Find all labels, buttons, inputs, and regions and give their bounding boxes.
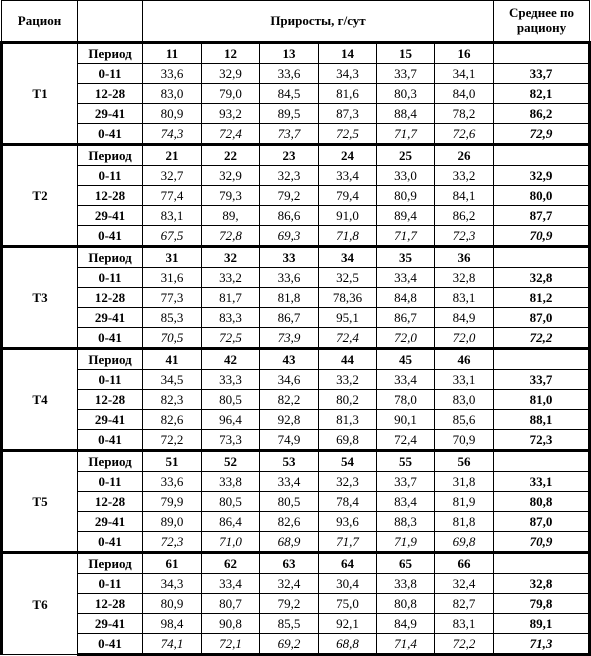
value-cell: 80,5 <box>202 390 260 410</box>
ration-label: Т6 <box>2 553 78 655</box>
value-cell: 33,4 <box>377 370 435 390</box>
value-cell: 80,5 <box>260 492 319 512</box>
value-cell: 32,9 <box>202 166 260 186</box>
ration-label: Т5 <box>2 451 78 553</box>
value-cell: 72,0 <box>435 328 494 349</box>
ration-label: Т2 <box>2 145 78 247</box>
value-cell: 80,2 <box>319 390 377 410</box>
value-cell: 34,6 <box>260 370 319 390</box>
value-cell: 80,5 <box>202 492 260 512</box>
value-cell: 90,1 <box>377 410 435 430</box>
group-header-row <box>2 349 590 370</box>
value-cell: 71,0 <box>202 532 260 553</box>
value-cell: 89,5 <box>260 104 319 124</box>
mean-empty <box>494 43 590 64</box>
sample-id: 26 <box>435 145 494 166</box>
sample-id: 54 <box>319 451 377 472</box>
mean-cell: 72,2 <box>494 328 590 349</box>
sample-id: 16 <box>435 43 494 64</box>
value-cell: 34,1 <box>435 64 494 84</box>
value-cell: 33,2 <box>319 370 377 390</box>
period-cell: 12-28 <box>78 288 143 308</box>
period-cell: 0-41 <box>78 532 143 553</box>
value-cell: 93,2 <box>202 104 260 124</box>
mean-cell: 32,8 <box>494 268 590 288</box>
value-cell: 73,3 <box>202 430 260 451</box>
value-cell: 68,9 <box>260 532 319 553</box>
value-cell: 79,2 <box>260 186 319 206</box>
table-row <box>2 430 590 451</box>
mean-cell: 70,9 <box>494 532 590 553</box>
value-cell: 68,8 <box>319 634 377 655</box>
value-cell: 33,6 <box>143 64 202 84</box>
mean-cell: 72,3 <box>494 430 590 451</box>
table-row <box>2 206 590 226</box>
value-cell: 31,8 <box>435 472 494 492</box>
sample-id: 64 <box>319 553 377 574</box>
value-cell: 72,4 <box>377 430 435 451</box>
sample-id: 12 <box>202 43 260 64</box>
mean-cell: 33,7 <box>494 370 590 390</box>
value-cell: 78,36 <box>319 288 377 308</box>
sample-id: 45 <box>377 349 435 370</box>
sample-id: 52 <box>202 451 260 472</box>
sample-id: 36 <box>435 247 494 268</box>
group-header-row <box>2 247 590 268</box>
mean-cell: 86,2 <box>494 104 590 124</box>
value-cell: 33,7 <box>377 472 435 492</box>
group-header-row <box>2 43 590 64</box>
period-cell: 29-41 <box>78 104 143 124</box>
value-cell: 90,8 <box>202 614 260 634</box>
table-row <box>2 512 590 532</box>
table-row <box>2 268 590 288</box>
value-cell: 81,6 <box>319 84 377 104</box>
value-cell: 34,3 <box>143 574 202 594</box>
header-mean: Среднее по рациону <box>494 1 590 43</box>
value-cell: 32,4 <box>435 574 494 594</box>
period-label: Период <box>78 349 143 370</box>
value-cell: 84,9 <box>377 614 435 634</box>
value-cell: 79,0 <box>202 84 260 104</box>
mean-cell: 32,8 <box>494 574 590 594</box>
sample-id: 25 <box>377 145 435 166</box>
value-cell: 73,7 <box>260 124 319 145</box>
table-row <box>2 634 590 655</box>
sample-id: 61 <box>143 553 202 574</box>
mean-cell: 89,1 <box>494 614 590 634</box>
group-header-row <box>2 145 590 166</box>
mean-cell: 88,1 <box>494 410 590 430</box>
value-cell: 86,6 <box>260 206 319 226</box>
mean-cell: 81,2 <box>494 288 590 308</box>
table-row <box>2 84 590 104</box>
value-cell: 82,6 <box>260 512 319 532</box>
value-cell: 84,9 <box>435 308 494 328</box>
period-cell: 0-41 <box>78 124 143 145</box>
table-row <box>2 390 590 410</box>
sample-id: 35 <box>377 247 435 268</box>
value-cell: 82,3 <box>143 390 202 410</box>
value-cell: 79,3 <box>202 186 260 206</box>
mean-cell: 32,9 <box>494 166 590 186</box>
value-cell: 92,8 <box>260 410 319 430</box>
value-cell: 84,0 <box>435 84 494 104</box>
value-cell: 33,6 <box>143 472 202 492</box>
value-cell: 33,3 <box>202 370 260 390</box>
sample-id: 44 <box>319 349 377 370</box>
group-header-row <box>2 451 590 472</box>
value-cell: 32,8 <box>435 268 494 288</box>
period-cell: 0-41 <box>78 430 143 451</box>
value-cell: 33,2 <box>202 268 260 288</box>
mean-cell: 79,8 <box>494 594 590 614</box>
value-cell: 83,3 <box>202 308 260 328</box>
value-cell: 72,5 <box>202 328 260 349</box>
value-cell: 72,8 <box>202 226 260 247</box>
table-row <box>2 472 590 492</box>
value-cell: 83,1 <box>435 288 494 308</box>
sample-id: 51 <box>143 451 202 472</box>
table-row <box>2 124 590 145</box>
value-cell: 83,0 <box>143 84 202 104</box>
value-cell: 81,7 <box>202 288 260 308</box>
period-cell: 12-28 <box>78 390 143 410</box>
value-cell: 73,9 <box>260 328 319 349</box>
value-cell: 72,3 <box>143 532 202 553</box>
value-cell: 72,6 <box>435 124 494 145</box>
period-cell: 0-11 <box>78 268 143 288</box>
sample-id: 15 <box>377 43 435 64</box>
value-cell: 72,4 <box>319 328 377 349</box>
value-cell: 33,4 <box>377 268 435 288</box>
value-cell: 33,6 <box>260 64 319 84</box>
mean-cell: 33,7 <box>494 64 590 84</box>
value-cell: 83,0 <box>435 390 494 410</box>
value-cell: 33,2 <box>435 166 494 186</box>
value-cell: 72,3 <box>435 226 494 247</box>
period-cell: 0-41 <box>78 328 143 349</box>
table-row <box>2 288 590 308</box>
value-cell: 33,4 <box>319 166 377 186</box>
sample-id: 62 <box>202 553 260 574</box>
value-cell: 30,4 <box>319 574 377 594</box>
table-row <box>2 492 590 512</box>
mean-cell: 87,7 <box>494 206 590 226</box>
value-cell: 69,8 <box>435 532 494 553</box>
group-header-row <box>2 553 590 574</box>
sample-id: 41 <box>143 349 202 370</box>
value-cell: 33,7 <box>377 64 435 84</box>
sample-id: 13 <box>260 43 319 64</box>
value-cell: 81,3 <box>319 410 377 430</box>
value-cell: 32,3 <box>260 166 319 186</box>
period-cell: 12-28 <box>78 186 143 206</box>
value-cell: 33,1 <box>435 370 494 390</box>
value-cell: 32,7 <box>143 166 202 186</box>
value-cell: 82,6 <box>143 410 202 430</box>
value-cell: 69,8 <box>319 430 377 451</box>
value-cell: 84,5 <box>260 84 319 104</box>
sample-id: 31 <box>143 247 202 268</box>
value-cell: 78,4 <box>319 492 377 512</box>
sample-id: 23 <box>260 145 319 166</box>
period-cell: 0-11 <box>78 574 143 594</box>
value-cell: 81,9 <box>435 492 494 512</box>
period-label: Период <box>78 247 143 268</box>
value-cell: 85,5 <box>260 614 319 634</box>
value-cell: 88,3 <box>377 512 435 532</box>
value-cell: 69,3 <box>260 226 319 247</box>
sample-id: 42 <box>202 349 260 370</box>
value-cell: 86,2 <box>435 206 494 226</box>
value-cell: 77,3 <box>143 288 202 308</box>
mean-cell: 82,1 <box>494 84 590 104</box>
table-row <box>2 574 590 594</box>
mean-empty <box>494 145 590 166</box>
table-row <box>2 308 590 328</box>
sample-id: 21 <box>143 145 202 166</box>
mean-cell: 87,0 <box>494 308 590 328</box>
mean-cell: 33,1 <box>494 472 590 492</box>
value-cell: 85,6 <box>435 410 494 430</box>
value-cell: 80,9 <box>143 594 202 614</box>
mean-empty <box>494 451 590 472</box>
value-cell: 72,5 <box>319 124 377 145</box>
ration-label: Т4 <box>2 349 78 451</box>
value-cell: 72,0 <box>377 328 435 349</box>
sample-id: 11 <box>143 43 202 64</box>
value-cell: 79,2 <box>260 594 319 614</box>
value-cell: 33,4 <box>202 574 260 594</box>
sample-id: 56 <box>435 451 494 472</box>
sample-id: 32 <box>202 247 260 268</box>
table-row <box>2 614 590 634</box>
period-cell: 0-11 <box>78 64 143 84</box>
sample-id: 46 <box>435 349 494 370</box>
value-cell: 95,1 <box>319 308 377 328</box>
period-cell: 0-11 <box>78 166 143 186</box>
period-label: Период <box>78 553 143 574</box>
value-cell: 80,9 <box>377 186 435 206</box>
value-cell: 33,8 <box>202 472 260 492</box>
value-cell: 69,2 <box>260 634 319 655</box>
header-row <box>2 1 590 43</box>
value-cell: 86,7 <box>377 308 435 328</box>
value-cell: 79,4 <box>319 186 377 206</box>
value-cell: 82,2 <box>260 390 319 410</box>
value-cell: 70,5 <box>143 328 202 349</box>
value-cell: 78,0 <box>377 390 435 410</box>
value-cell: 72,2 <box>435 634 494 655</box>
mean-cell: 70,9 <box>494 226 590 247</box>
value-cell: 72,1 <box>202 634 260 655</box>
value-cell: 71,9 <box>377 532 435 553</box>
value-cell: 34,3 <box>319 64 377 84</box>
table-row <box>2 328 590 349</box>
sample-id: 33 <box>260 247 319 268</box>
mean-empty <box>494 553 590 574</box>
period-cell: 0-41 <box>78 634 143 655</box>
sample-id: 63 <box>260 553 319 574</box>
period-label: Период <box>78 145 143 166</box>
value-cell: 72,2 <box>143 430 202 451</box>
value-cell: 71,7 <box>377 124 435 145</box>
period-cell: 12-28 <box>78 492 143 512</box>
value-cell: 67,5 <box>143 226 202 247</box>
value-cell: 84,1 <box>435 186 494 206</box>
header-ration: Рацион <box>2 1 78 43</box>
value-cell: 32,9 <box>202 64 260 84</box>
value-cell: 85,3 <box>143 308 202 328</box>
period-label: Период <box>78 43 143 64</box>
period-cell: 29-41 <box>78 410 143 430</box>
mean-empty <box>494 349 590 370</box>
period-cell: 12-28 <box>78 84 143 104</box>
value-cell: 91,0 <box>319 206 377 226</box>
value-cell: 33,0 <box>377 166 435 186</box>
value-cell: 81,8 <box>260 288 319 308</box>
value-cell: 33,4 <box>260 472 319 492</box>
sample-id: 55 <box>377 451 435 472</box>
period-cell: 0-11 <box>78 370 143 390</box>
mean-cell: 80,8 <box>494 492 590 512</box>
value-cell: 80,3 <box>377 84 435 104</box>
table-row <box>2 226 590 247</box>
value-cell: 79,9 <box>143 492 202 512</box>
period-cell: 29-41 <box>78 308 143 328</box>
sample-id: 34 <box>319 247 377 268</box>
table-row <box>2 410 590 430</box>
value-cell: 96,4 <box>202 410 260 430</box>
value-cell: 71,4 <box>377 634 435 655</box>
value-cell: 89, <box>202 206 260 226</box>
value-cell: 83,1 <box>143 206 202 226</box>
value-cell: 83,4 <box>377 492 435 512</box>
table-row <box>2 64 590 84</box>
header-growth: Приросты, г/сут <box>143 1 494 43</box>
value-cell: 80,8 <box>377 594 435 614</box>
mean-cell: 80,0 <box>494 186 590 206</box>
value-cell: 84,8 <box>377 288 435 308</box>
table-row <box>2 594 590 614</box>
sample-id: 65 <box>377 553 435 574</box>
sample-id: 53 <box>260 451 319 472</box>
value-cell: 87,3 <box>319 104 377 124</box>
value-cell: 92,1 <box>319 614 377 634</box>
ration-label: Т3 <box>2 247 78 349</box>
period-cell: 0-41 <box>78 226 143 247</box>
table-row <box>2 532 590 553</box>
sample-id: 14 <box>319 43 377 64</box>
period-cell: 29-41 <box>78 512 143 532</box>
value-cell: 83,1 <box>435 614 494 634</box>
sample-id: 22 <box>202 145 260 166</box>
table-row <box>2 104 590 124</box>
sample-id: 43 <box>260 349 319 370</box>
value-cell: 93,6 <box>319 512 377 532</box>
mean-cell: 72,9 <box>494 124 590 145</box>
value-cell: 32,5 <box>319 268 377 288</box>
table-row <box>2 370 590 390</box>
mean-empty <box>494 247 590 268</box>
value-cell: 74,9 <box>260 430 319 451</box>
mean-cell: 81,0 <box>494 390 590 410</box>
value-cell: 31,6 <box>143 268 202 288</box>
value-cell: 71,7 <box>319 532 377 553</box>
value-cell: 78,2 <box>435 104 494 124</box>
header-empty <box>78 1 143 43</box>
value-cell: 77,4 <box>143 186 202 206</box>
ration-label: Т1 <box>2 43 78 145</box>
value-cell: 86,7 <box>260 308 319 328</box>
sample-id: 66 <box>435 553 494 574</box>
value-cell: 80,9 <box>143 104 202 124</box>
table-row <box>2 186 590 206</box>
period-cell: 12-28 <box>78 594 143 614</box>
mean-cell: 87,0 <box>494 512 590 532</box>
table-row <box>2 166 590 186</box>
value-cell: 82,7 <box>435 594 494 614</box>
value-cell: 33,6 <box>260 268 319 288</box>
value-cell: 70,9 <box>435 430 494 451</box>
value-cell: 81,8 <box>435 512 494 532</box>
value-cell: 88,4 <box>377 104 435 124</box>
value-cell: 32,3 <box>319 472 377 492</box>
value-cell: 86,4 <box>202 512 260 532</box>
value-cell: 72,4 <box>202 124 260 145</box>
value-cell: 71,7 <box>377 226 435 247</box>
value-cell: 89,4 <box>377 206 435 226</box>
period-label: Период <box>78 451 143 472</box>
value-cell: 74,1 <box>143 634 202 655</box>
value-cell: 32,4 <box>260 574 319 594</box>
value-cell: 71,8 <box>319 226 377 247</box>
mean-cell: 71,3 <box>494 634 590 655</box>
value-cell: 89,0 <box>143 512 202 532</box>
sample-id: 24 <box>319 145 377 166</box>
value-cell: 80,7 <box>202 594 260 614</box>
value-cell: 75,0 <box>319 594 377 614</box>
period-cell: 29-41 <box>78 614 143 634</box>
period-cell: 0-11 <box>78 472 143 492</box>
period-cell: 29-41 <box>78 206 143 226</box>
value-cell: 33,8 <box>377 574 435 594</box>
value-cell: 98,4 <box>143 614 202 634</box>
value-cell: 74,3 <box>143 124 202 145</box>
value-cell: 34,5 <box>143 370 202 390</box>
